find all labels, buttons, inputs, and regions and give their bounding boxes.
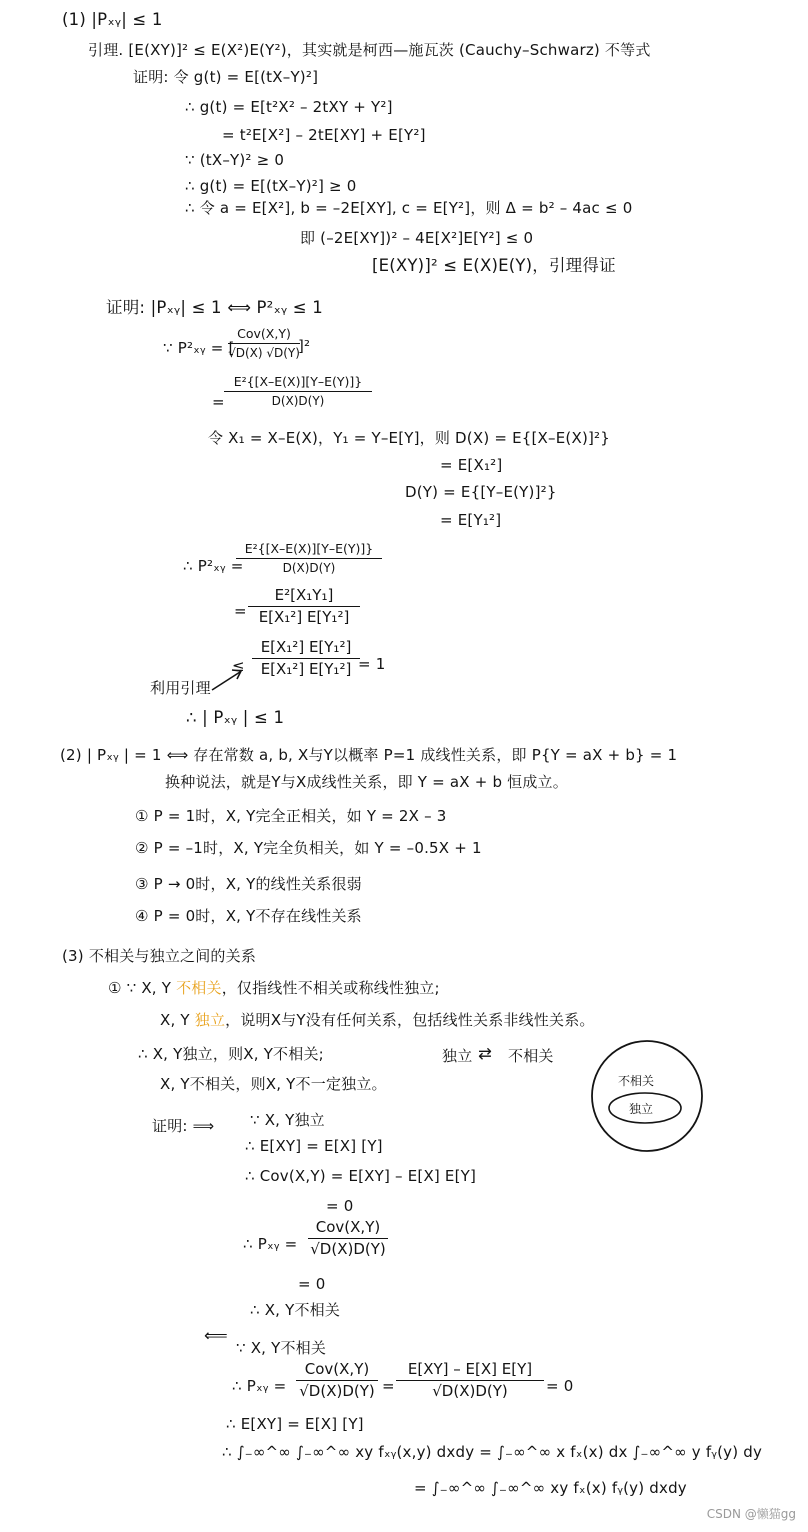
therefore-rho: ∴ P²ₓᵧ = (183, 557, 244, 575)
part3-heading: (3) 不相关与独立之间的关系 (62, 947, 257, 965)
expectation-denominator: D(X)D(Y) (271, 394, 325, 408)
part3-point-3: ∴ X, Y独立，则X, Y不相关; (138, 1045, 324, 1063)
forward-line-6: = 0 (298, 1275, 326, 1293)
dy-result: = E[Y₁²] (440, 511, 502, 529)
watermark: CSDN @懒猫gg (706, 1507, 796, 1521)
integral-line-2: = ∫₋∞^∞ ∫₋∞^∞ xy fₓ(x) fᵧ(y) dxdy (414, 1479, 687, 1497)
lemma-line: 引理. [E(XY)]² ≤ E(X²)E(Y²)，其实就是柯西—施瓦茨 (Cauchy–Schwarz) 不等式 (88, 41, 651, 59)
cov-numerator: Cov(X,Y) (237, 326, 291, 341)
equals-one: = 1 (358, 655, 386, 673)
expand-line-2: = t²E[X²] – 2tE[XY] + E[Y²] (222, 126, 426, 144)
backward-arrow-icon: ⟸ (204, 1326, 228, 1345)
backward-fraction-1 (296, 1360, 378, 1401)
expand-line: ∴ g(t) = E[t²X² – 2tXY + Y²] (185, 98, 393, 116)
expectation-numerator: E²{[X–E(X)][Y–E(Y)]} (233, 374, 363, 389)
backward-line-3: ∴ E[XY] = E[X] [Y] (226, 1415, 364, 1433)
forward-line-2: ∴ E[XY] = E[X] [Y] (245, 1137, 383, 1155)
part1-heading: (1) |Pₓᵧ| ≤ 1 (62, 10, 163, 29)
relation-arrow-icon: ⇄ (478, 1044, 493, 1063)
dx-result: = E[X₁²] (440, 456, 503, 474)
part2-restate: 换种说法，就是Y与X成线性关系，即 Y = aX + b 恒成立。 (165, 773, 568, 791)
equals-sign: = (212, 393, 225, 411)
part2-item-2: ② P = –1时，X, Y完全负相关，如 Y = –0.5X + 1 (135, 839, 482, 857)
xy-numerator: E²[X₁Y₁] (274, 586, 334, 604)
relation-left: 独立 (442, 1047, 473, 1065)
bound-denominator: E[X₁²] E[Y₁²] (260, 660, 352, 678)
dy-line: D(Y) = E{[Y–E(Y)]²} (405, 483, 557, 501)
part1-conclusion: ∴ | Pₓᵧ | ≤ 1 (186, 708, 285, 727)
backward-rho-label: ∴ Pₓᵧ = (232, 1377, 287, 1395)
integral-line-1: ∴ ∫₋∞^∞ ∫₋∞^∞ xy fₓᵧ(x,y) dxdy = ∫₋∞^∞ x fₓ(x) dx ∫₋∞^∞ y fᵧ(y) dy (222, 1443, 763, 1461)
rho-squared-label: ∵ P²ₓᵧ = [ (163, 339, 235, 357)
backward-denominator-1: √D(X)D(Y) (299, 1382, 375, 1400)
forward-rho-denominator: √D(X)D(Y) (310, 1240, 386, 1258)
substitution-line: 令 X₁ = X–E(X)，Y₁ = Y–E[Y]，则 D(X) = E{[X–E(X)]²} (208, 429, 611, 447)
part3-point-4: X, Y不相关，则X, Y不一定独立。 (160, 1075, 387, 1093)
backward-numerator-1: Cov(X,Y) (304, 1360, 370, 1378)
proof2-intro: 证明: |Pₓᵧ| ≤ 1 ⟺ P²ₓᵧ ≤ 1 (106, 298, 323, 317)
backward-fraction-2 (396, 1360, 544, 1401)
point2-suffix: ，说明X与Y没有任何关系，包括线性关系非线性关系。 (225, 1011, 595, 1029)
backward-line-1: ∵ X, Y不相关 (236, 1339, 327, 1357)
forward-rho-numerator: Cov(X,Y) (315, 1218, 381, 1236)
nonneg-line: ∵ (tX–Y)² ≥ 0 (185, 151, 285, 169)
point1-prefix: ① ∵ X, Y (108, 979, 177, 997)
backward-numerator-2: E[XY] – E[X] E[Y] (407, 1360, 533, 1378)
point2-prefix: X, Y (160, 1011, 195, 1029)
rho-denominator: D(X)D(Y) (282, 561, 336, 575)
discriminant-line: ∴ 令 a = E[X²], b = –2E[XY], c = E[Y²]，则 Δ = b² – 4ac ≤ 0 (185, 199, 633, 217)
inequality-line: 即 (–2E[XY])² – 4E[X²]E[Y²] ≤ 0 (300, 229, 534, 247)
equals-sign-2: = (234, 602, 247, 620)
relation-right: 不相关 (508, 1047, 554, 1065)
forward-rho-label: ∴ Pₓᵧ = (243, 1235, 298, 1253)
forward-rho-fraction (308, 1218, 388, 1259)
proof1-intro: 证明: 令 g(t) = E[(tX–Y)²] (133, 68, 319, 86)
use-lemma-note: 利用引理 (150, 679, 211, 697)
forward-line-3: ∴ Cov(X,Y) = E[XY] – E[X] E[Y] (245, 1167, 477, 1185)
backward-result: = 0 (546, 1377, 574, 1395)
uncorrelated-highlight: 不相关 (176, 979, 222, 997)
venn-outer-label: 不相关 (618, 1074, 655, 1088)
part2-heading: (2) | Pₓᵧ | = 1 ⟺ 存在常数 a, b, X与Y以概率 P=1 成线性关系，即 P{Y = aX + b} = 1 (60, 746, 678, 764)
forward-line-7: ∴ X, Y不相关 (250, 1301, 341, 1319)
g-nonneg-line: ∴ g(t) = E[(tX–Y)²] ≥ 0 (185, 177, 357, 195)
part2-item-4: ④ P = 0时，X, Y不存在线性关系 (135, 907, 362, 925)
part2-item-1: ① P = 1时，X, Y完全正相关，如 Y = 2X – 3 (135, 807, 447, 825)
backward-denominator-2: √D(X)D(Y) (432, 1382, 508, 1400)
forward-proof-label: 证明: ⟹ (152, 1117, 215, 1135)
part2-item-3: ③ P → 0时，X, Y的线性关系很弱 (135, 875, 362, 893)
forward-line-1: ∵ X, Y独立 (250, 1111, 325, 1129)
bound-numerator: E[X₁²] E[Y₁²] (260, 638, 352, 656)
venn-inner-label: 独立 (629, 1102, 654, 1116)
rho-numerator: E²{[X–E(X)][Y–E(Y)]} (244, 541, 374, 556)
le-sign: ≤ (232, 657, 245, 675)
forward-line-4: = 0 (326, 1197, 354, 1215)
lemma-proved-line: [E(XY)]² ≤ E(X)E(Y)，引理得证 (372, 256, 616, 275)
xy-denominator: E[X₁²] E[Y₁²] (258, 608, 350, 626)
point1-suffix: ，仅指线性不相关或称线性独立; (221, 979, 440, 997)
cov-denominator: √D(X) √D(Y) (228, 346, 300, 360)
independent-highlight: 独立 (194, 1011, 226, 1029)
backward-equals: = (382, 1377, 395, 1395)
square-close: ]² (298, 337, 311, 355)
